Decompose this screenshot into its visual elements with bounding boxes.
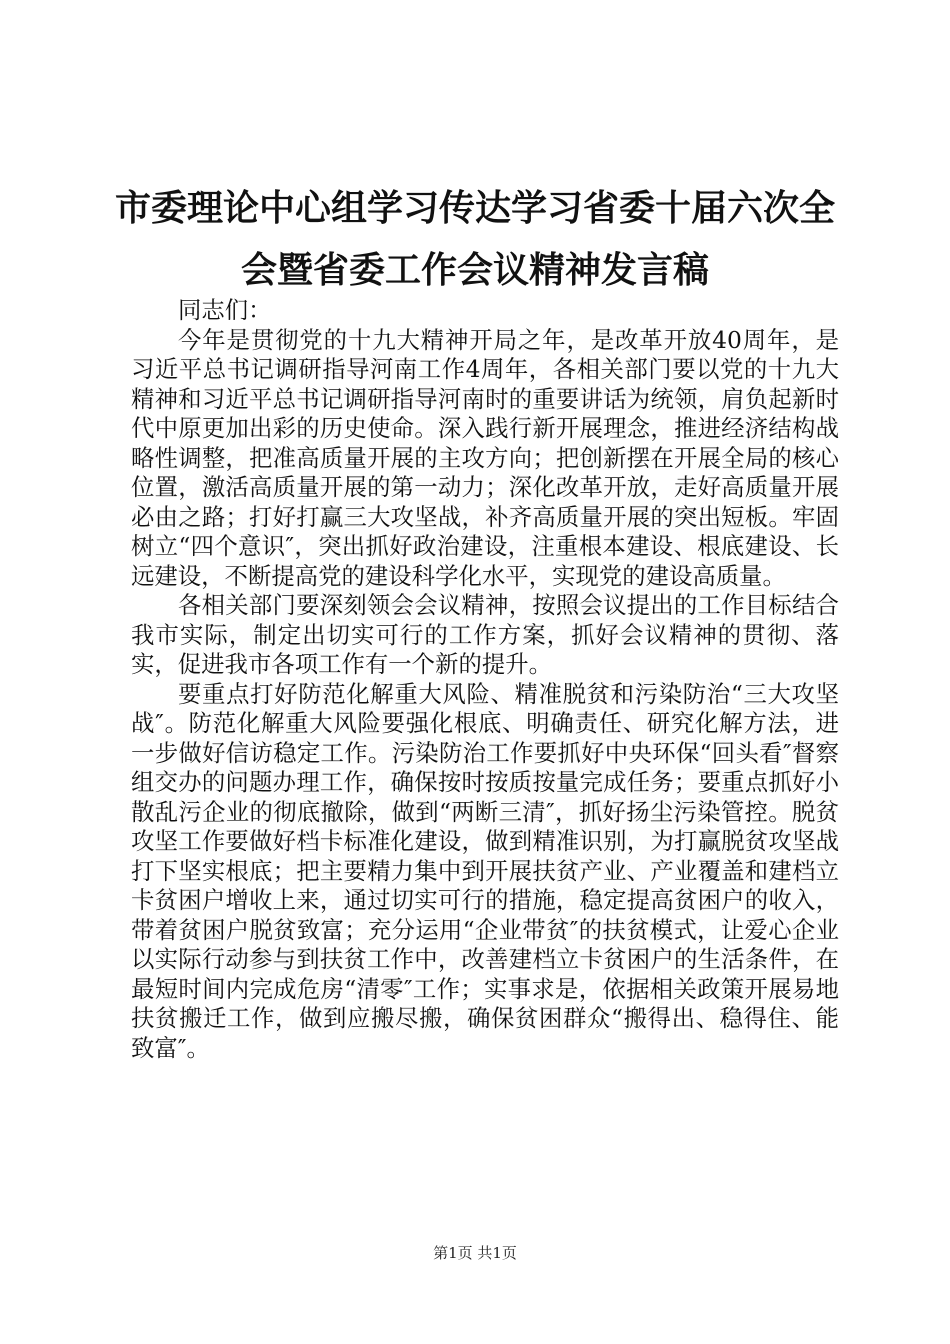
document-body (131, 296, 839, 1063)
paragraph-2: 各相关部门要深刻领会会议精神，按照会议提出的工作目标结合我市实际，制定出切实可行的工作方案，抓好会议精神的贯彻、落实，促进我市各项工作有一个新的提升。 (131, 591, 839, 678)
document-title: 市委理论中心组学习传达学习省委十届六次全会暨省委工作会议精神发言稿 (114, 188, 835, 291)
paragraph-1: 今年是贯彻党的十九大精神开局之年，是改革开放40周年，是习近平总书记调研指导河南工作4周年，各相关部门要以党的十九大精神和习近平总书记调研指导河南时的重要讲话为统领，肩负起新时代中原更加出彩的历史使命。深入践行新开展理念，推进经济结构战略性调整，把准高质量开展的主攻方向；把创新摆在开展全局的核心位置，激活高质量开展的第一动力；深化改革开放，走好高质量开展必由之路；打好打赢三大攻坚战，补齐高质量开展的突出短板。牢固树立“四个意识″，突出抓好政治建设，注重根本建设、根底建设、长远建设，不断提高党的建设科学化水平，实现党的建设高质量。 (131, 325, 839, 590)
paragraph-3: 要重点打好防范化解重大风险、精准脱贫和污染防治“三大攻坚战″。防范化解重大风险要强化根底、明确责任、研究化解方法，进一步做好信访稳定工作。污染防治工作要抓好中央环保“回头看″督察组交办的问题办理工作，确保按时按质按量完成任务；要重点抓好小散乱污企业的彻底撤除，做到“两断三清″，抓好扬尘污染管控。脱贫攻坚工作要做好档卡标准化建设，做到精准识别，为打赢脱贫攻坚战打下坚实根底；把主要精力集中到开展扶贫产业、产业覆盖和建档立卡贫困户增收上来，通过切实可行的措施，稳定提高贫困户的收入，带着贫困户脱贫致富；充分运用“企业带贫″的扶贫模式，让爱心企业以实际行动参与到扶贫工作中，改善建档立卡贫困户的生活条件，在最短时间内完成危房“清零″工作；实事求是，依据相关政策开展易地扶贫搬迁工作，做到应搬尽搬，确保贫困群众“搬得出、稳得住、能致富″。 (131, 679, 839, 1062)
page-footer: 第1页 共1页 (433, 1244, 517, 1262)
salutation: 同志们： (178, 296, 272, 324)
